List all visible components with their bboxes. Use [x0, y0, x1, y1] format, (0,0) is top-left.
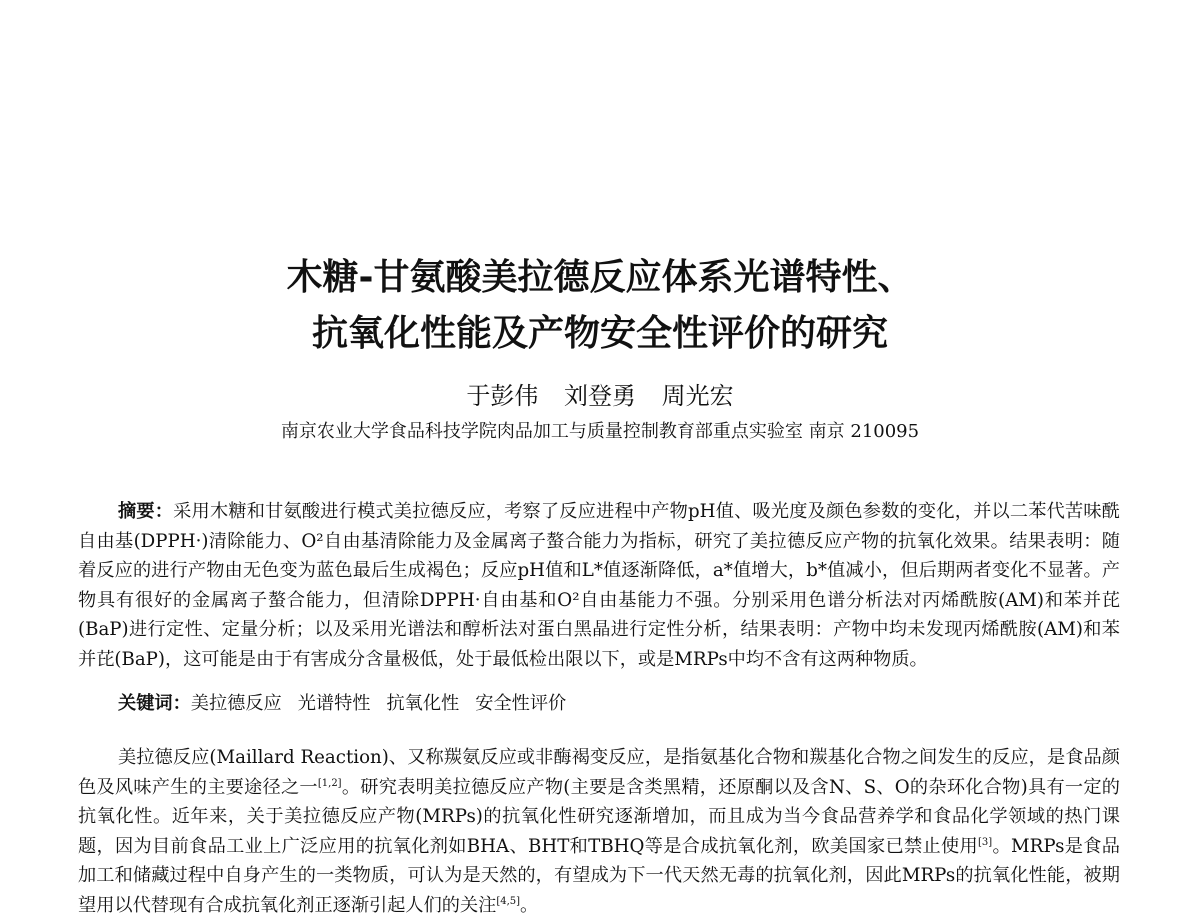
abstract-text: 采用木糖和甘氨酸进行模式美拉德反应，考察了反应进程中产物pH值、吸光度及颜色参数的变化，并以二苯代苦味酰自由基(DPPH·)清除能力、O²自由基清除能力及金属离子螯合能力为指标，研究了美拉德反应产物的抗氧化效果。结果表明：随着反应的进行产物由无色变为蓝色最后生成褐色；反应pH值和L*值逐渐降低，a*值增大，b*值减小，但后期两者变化不显著。产物具有很好的金属离子螯合能力，但清除DPPH·自由基和O²自由基能力不强。分别采用色谱分析法对丙烯酰胺(AM)和苯并芘(BaP)进行定性、定量分析；以及采用光谱法和醇析法对蛋白黑晶进行定性分析，结果表明：产物中均未发现丙烯酰胺(AM)和苯并芘(BaP)，这可能是由于有害成分含量极低，处于最低检出限以下，或是MRPs中均不含有这两种物质。 — [78, 501, 1120, 670]
abstract — [78, 497, 1120, 674]
keyword-item: 光谱特性 — [297, 693, 371, 714]
affiliation: 南京农业大学食品科技学院肉品加工与质量控制教育部重点实验室 南京 210095 — [280, 421, 920, 442]
body-text: 美拉德反应(Maillard Reaction)、又称羰氨反应或非酶褐变反应，是指氨基化合物和羰基化合物之间发生的反应，是食品颜色及风味产生的主要途径之一 — [78, 747, 1120, 798]
body-text: 。MRPs是食品加工和储藏过程中自身产生的一类物质，可认为是天然的，有望成为下一代天然无毒的抗氧化剂，因此MRPs的抗氧化性能，被期望用以代替现有合成抗氧化剂正逐渐引起人们的关注 — [78, 835, 1120, 916]
citation: [1,2] — [317, 777, 342, 789]
paper-title — [0, 250, 1200, 362]
body-text: 。 — [520, 894, 539, 916]
body-paragraph — [78, 743, 1120, 920]
citation: [3] — [978, 836, 993, 848]
citation: [4,5] — [496, 895, 521, 907]
keyword-item: 美拉德反应 — [190, 693, 282, 714]
keyword-item: 安全性评价 — [475, 693, 567, 714]
title-line-1: 木糖-甘氨酸美拉德反应体系光谱特性、 — [286, 257, 914, 298]
body-text: 。研究表明美拉德反应产物(主要是含类黑精，还原酮以及含N、S、O的杂环化合物)具有一定的抗氧化性。近年来，关于美拉德反应产物(MRPs)的抗氧化性研究逐渐增加，而且成为当今食品营养学和食品化学领域的热门课题，因为目前食品工业上广泛应用的抗氧化剂如BHA、BHT和TBHQ等是合成抗氧化剂，欧美国家已禁止使用 — [78, 776, 1120, 857]
author-list: 于彭伟 刘登勇 周光宏 — [466, 382, 734, 410]
title-line-2: 抗氧化性能及产物安全性评价的研究 — [311, 313, 888, 354]
keyword-item: 抗氧化性 — [386, 693, 460, 714]
keywords-label: 关键词： — [118, 693, 191, 714]
keywords — [118, 689, 1118, 719]
abstract-label: 摘要： — [118, 501, 174, 522]
